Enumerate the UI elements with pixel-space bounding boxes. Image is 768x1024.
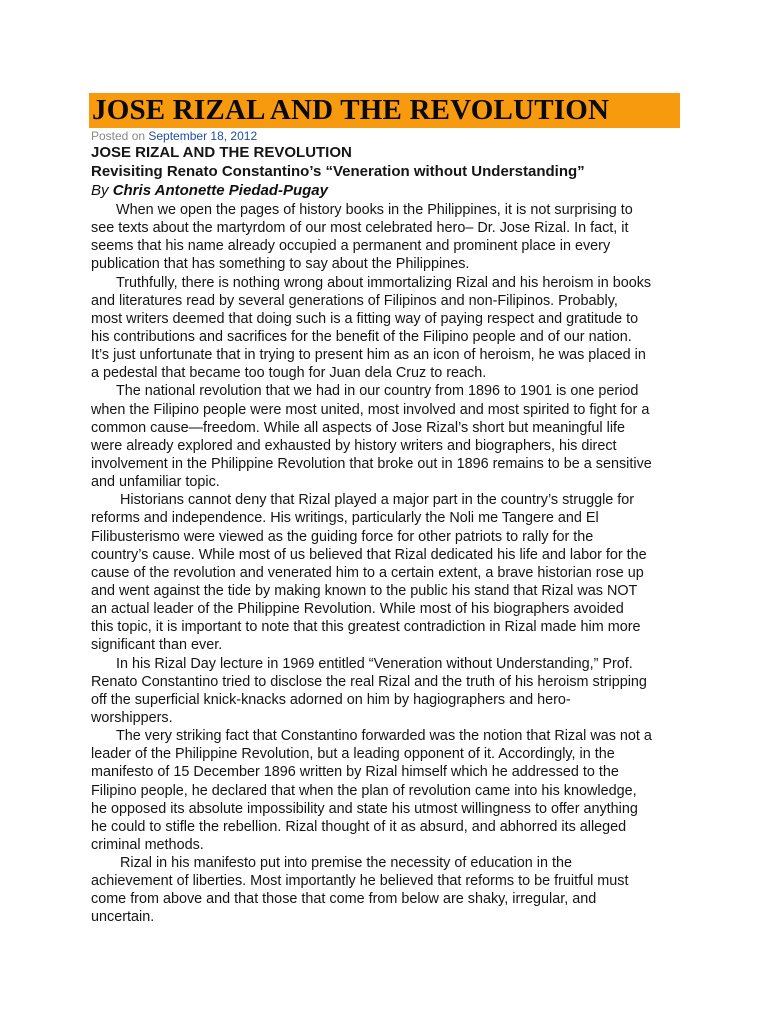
article-heading: JOSE RIZAL AND THE REVOLUTION <box>91 144 352 161</box>
body-line: involvement in the Philippine Revolution that broke out in 1896 remains to be a sensitive <box>91 455 652 472</box>
body-line: when the Filipino people were most united, most involved and most spirited to fight for a <box>91 401 650 418</box>
body-line: and went against the tide by making known to the public his stand that Rizal was NOT <box>91 582 638 599</box>
posted-date-link[interactable]: September 18, 2012 <box>148 129 258 143</box>
body-line: see texts about the martyrdom of our most celebrated hero– Dr. Jose Rizal. In fact, it <box>91 220 629 237</box>
body-line: he could to stifle the rebellion. Rizal thought of it as absurd, and abhorred its alleged <box>91 818 627 835</box>
body-line: and literatures read by several generations of Filipinos and non-Filipinos. Probably, <box>91 292 618 309</box>
body-line: significant than ever. <box>91 637 223 654</box>
title-banner <box>89 93 680 128</box>
body-line: criminal methods. <box>91 836 204 853</box>
body-line: were already explored and exhausted by history writers and biographers, his direct <box>91 437 617 454</box>
article-body <box>91 201 691 927</box>
posted-label: Posted on <box>91 129 149 143</box>
body-line: leader of the Philippine Revolution, but a leading opponent of it. Accordingly, in the <box>91 746 615 763</box>
posted-meta <box>91 129 257 143</box>
body-line: The very striking fact that Constantino forwarded was the notion that Rizal was not a <box>116 728 652 745</box>
body-line: Truthfully, there is nothing wrong about immortalizing Rizal and his heroism in books <box>116 274 652 291</box>
body-line: common cause—freedom. While all aspects of Jose Rizal’s short but meaningful life <box>91 419 626 436</box>
body-line: When we open the pages of history books in the Philippines, it is not surprising to <box>116 202 633 218</box>
body-line: achievement of liberties. Most importantly he believed that reforms to be fruitful must <box>91 873 629 890</box>
body-line: publication that has something to say about the Philippines. <box>91 256 470 273</box>
body-line: The national revolution that we had in our country from 1896 to 1901 is one period <box>116 383 639 400</box>
body-line: most writers deemed that doing such is a fitting way of paying respect and gratitude to <box>91 310 639 327</box>
body-line: In his Rizal Day lecture in 1969 entitled “Veneration without Understanding,” Prof. <box>116 655 633 672</box>
body-line: an actual leader of the Philippine Revolution. While most of his biographers avoided <box>91 601 624 618</box>
byline <box>91 182 328 200</box>
body-line: Renato Constantino tried to disclose the real Rizal and the truth of his heroism stripping <box>91 673 647 690</box>
body-line: Historians cannot deny that Rizal played a major part in the country’s struggle for <box>120 492 635 509</box>
body-line: Filibusterismo were viewed as the guiding force for other patriots to rally for the <box>91 528 594 545</box>
body-line: uncertain. <box>91 909 155 926</box>
body-line: It’s just unfortunate that in trying to present him as an icon of heroism, he was placed in <box>91 347 646 364</box>
body-line: seems that his name already occupied a permanent and prominent place in every <box>91 238 611 255</box>
body-line: and unfamiliar topic. <box>91 474 220 491</box>
byline-prefix: By <box>91 182 113 199</box>
article-subheading: Revisiting Renato Constantino’s “Veneration without Understanding” <box>91 163 585 180</box>
body-line: his contributions and sacrifices for the benefit of the Filipino people and of our nation. <box>91 328 632 345</box>
body-line: manifesto of 15 December 1896 written by Rizal himself which he addressed to the <box>91 764 619 781</box>
body-line: come from above and that those that come from below are shaky, irregular, and <box>91 891 597 908</box>
body-line: country’s cause. While most of us believed that Rizal dedicated his life and labor for the <box>91 546 647 563</box>
author-name: Chris Antonette Piedad-Pugay <box>112 182 328 199</box>
body-line: worshippers. <box>91 709 173 726</box>
body-line: this topic, it is important to note that this greatest contradiction in Rizal made him more <box>91 619 641 636</box>
body-line: cause of the revolution and venerated him to a certain extent, a brave historian rose up <box>91 564 644 581</box>
page-title: JOSE RIZAL AND THE REVOLUTION <box>92 94 610 126</box>
body-line: he opposed its absolute impossibility and state his utmost willingness to offer anything <box>91 800 638 817</box>
body-line: reforms and independence. His writings, particularly the Noli me Tangere and El <box>91 510 599 527</box>
body-line: Filipino people, he declared that when the plan of revolution came into his knowledge, <box>91 782 637 799</box>
body-line: Rizal in his manifesto put into premise the necessity of education in the <box>120 855 572 872</box>
body-line: off the superficial knick-knacks adorned on him by hagiographers and hero- <box>91 691 571 708</box>
body-line: a pedestal that became too tough for Juan dela Cruz to reach. <box>91 365 487 382</box>
